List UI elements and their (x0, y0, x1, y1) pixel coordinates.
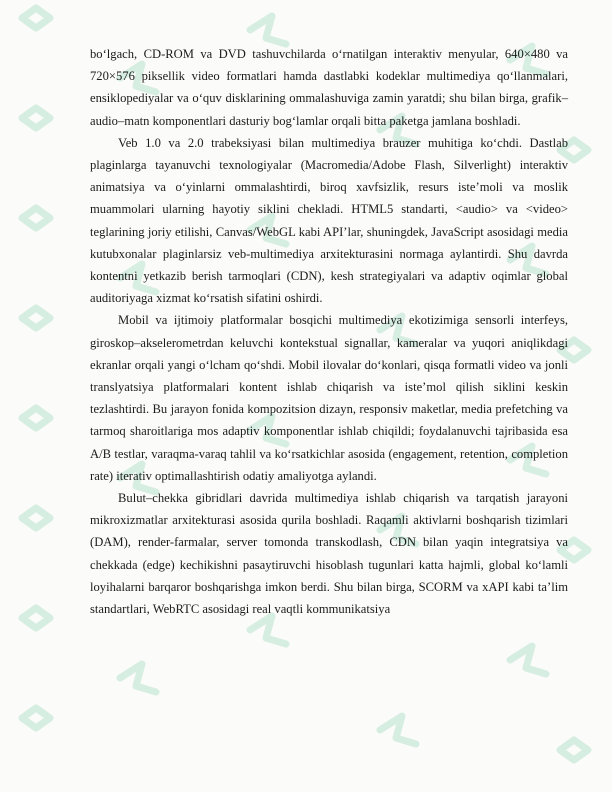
paragraph-4: Bulut–chekka gibridlari davrida multimediya ishlab chiqarish va tarqatish jarayoni mikroxizmatlar arxitekturasi asosida qurila boshladi. Raqamli aktivlarni boshqarish tizimlari (DAM), render-farmalar, server tomonda transkodlash, CDN bilan yaqin integratsiya va chekkada (edge) kechikishni pasaytiruvchi hisoblash tugunlari katta hajmli, global ko‘lamli loyihalarni barqaror boshqarishga imkon berdi. Shu bilan birga, SCORM va xAPI kabi ta’lim standartlari, WebRTC asosidagi real vaqtli kommunikatsiya (90, 491, 568, 617)
document-body (90, 43, 568, 620)
paragraph-1: bo‘lgach, CD-ROM va DVD tashuvchilarda o‘rnatilgan interaktiv menyular, 640×480 va 720×576 piksellik video formatlari hamda dastlabki kodeklar multimediya qo‘llanmalari, ensiklopediyalar va o‘quv disklarining ommalashuviga zamin yaratdi; shu bilan birga, grafik–audio–matn komponentlari dasturiy bog‘lamlar orqali bitta paketga jamlana boshladi. (90, 47, 568, 128)
paragraph-3: Mobil va ijtimoiy platformalar bosqichi multimediya ekotizimiga sensorli interfeys, giroskop–akselerometrdan keluvchi kontekstual signallar, kameralar va yuqori aniqlikdagi ekranlar orqali yangi o‘lcham qo‘shdi. Mobil ilovalar do‘konlari, qisqa formatli video va jonli translyatsiya platformalari kontent ishlab chiqarish va iste’mol qilish siklini keskin tezlashtirdi. Bu jarayon fonida kompozitsion dizayn, responsiv maketlar, media prefetching va tarmoq sharoitlariga mos adaptiv komponentlar ishlab chiqildi; foydalanuvchi tajribasida esa A/B testlar, varaqma-varaq tahlil va ko‘rsatkichlar asosida (engagement, retention, completion rate) iterativ optimallashtirish odatiy amaliyotga aylandi. (90, 313, 568, 483)
paragraph-2: Veb 1.0 va 2.0 trabeksiyasi bilan multimediya brauzer muhitiga ko‘chdi. Dastlab plaginlarga tayanuvchi texnologiyalar (Macromedia/Adobe Flash, Silverlight) interaktiv animatsiya va o‘yinlarni ommalashtirdi, biroq xavfsizlik, resurs iste’moli va moslik muammolari ularning hayotiy siklini chekladi. HTML5 standarti, <audio> va <video> teglarining joriy etilishi, Canvas/WebGL kabi API’lar, shuningdek, JavaScript asosidagi media kutubxonalar plaginlarsiz veb-multimediya arxitekturasini normaga aylantirdi. Shu davrda kontentni yetkazib berish tarmoqlari (CDN), kesh strategiyalari va adaptiv oqimlar global auditoriyaga xizmat ko‘rsatish sifatini oshirdi. (90, 135, 568, 306)
